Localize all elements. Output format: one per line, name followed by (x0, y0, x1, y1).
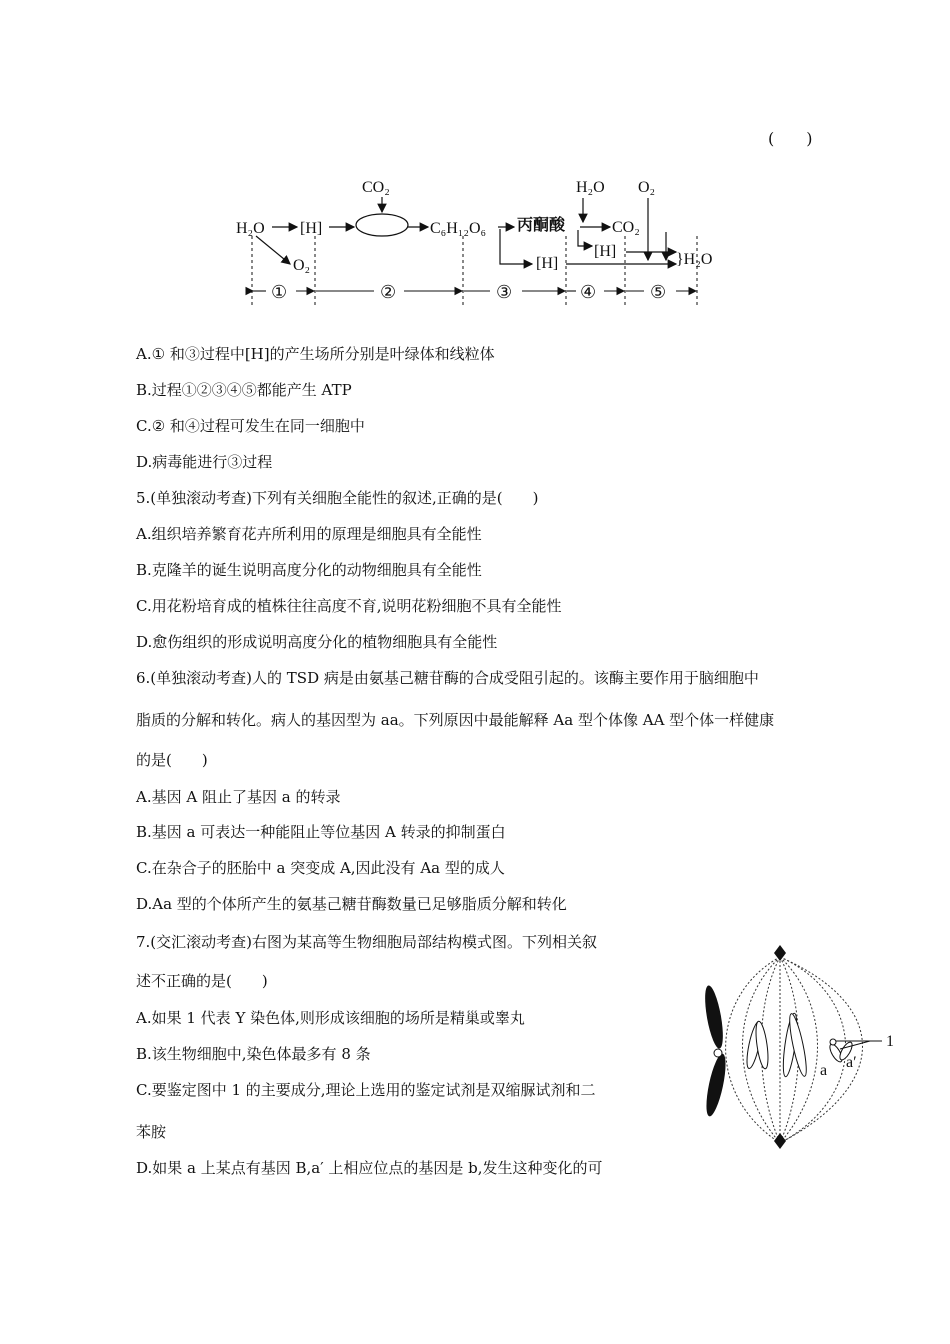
q5-option-b: B.克隆羊的诞生说明高度分化的动物细胞具有全能性 (136, 561, 482, 579)
q7-stem-1: 7.(交汇滚动考查)右图为某高等生物细胞局部结构模式图。下列相关叙 (136, 933, 598, 951)
step-4: ④ (580, 282, 597, 302)
h-label: [H] (300, 220, 323, 237)
metabolism-diagram (0, 0, 950, 330)
h2-label: [H] (594, 243, 617, 260)
q7-option-d: D.如果 a 上某点有基因 B,a′ 上相应位点的基因是 b,发生这种变化的可 (136, 1159, 603, 1177)
q6-option-c: C.在杂合子的胚胎中 a 突变成 A,因此没有 Aa 型的成人 (136, 859, 505, 877)
o2-label: O₂ (293, 257, 311, 274)
answer-paren: ( ) (768, 129, 813, 148)
q7-stem-2: 述不正确的是( ) (136, 972, 268, 990)
step-1: ① (271, 282, 288, 302)
q5-option-c: C.用花粉培育成的植株往往高度不育,说明花粉细胞不具有全能性 (136, 597, 562, 615)
cell-division-figure (690, 945, 910, 1165)
q7-option-c: C.要鉴定图中 1 的主要成分,理论上选用的鉴定试剂是双缩脲试剂和二 (136, 1081, 596, 1099)
h2o-label: H₂O (236, 220, 265, 237)
figure-label-1: 1 (886, 1033, 894, 1050)
q6-option-d: D.Aa 型的个体所产生的氨基己糖苷酶数量已足够脂质分解和转化 (136, 895, 567, 913)
q6-stem-1: 6.(单独滚动考查)人的 TSD 病是由氨基己糖苷酶的合成受阻引起的。该酶主要作用于脑细胞中 (136, 669, 759, 687)
step-3: ③ (496, 282, 513, 302)
co2-out-label: CO₂ (612, 219, 640, 236)
q6-option-a: A.基因 A 阻止了基因 a 的转录 (136, 788, 341, 806)
step-2: ② (380, 282, 397, 302)
pyruvate-label: 丙酮酸 (517, 217, 566, 234)
q5-option-d: D.愈伤组织的形成说明高度分化的植物细胞具有全能性 (136, 633, 498, 651)
h2o-in-label: H₂O (576, 179, 605, 196)
h3-label: [H] (536, 255, 559, 272)
q7-option-b: B.该生物细胞中,染色体最多有 8 条 (136, 1045, 371, 1063)
q6-stem-3: 的是( ) (136, 751, 208, 769)
glucose-label: C₆H₁₂O₆ (430, 220, 487, 237)
q6-stem-2: 脂质的分解和转化。病人的基因型为 aa。下列原因中最能解释 Aa 型个体像 AA 型个体一样健康 (136, 711, 775, 729)
q4-option-b: B.过程①②③④⑤都能产生 ATP (136, 381, 352, 399)
figure-label-a-prime: a′ (846, 1054, 857, 1071)
q4-option-d: D.病毒能进行③过程 (136, 453, 273, 471)
figure-label-a: a (820, 1062, 828, 1079)
q6-option-b: B.基因 a 可表达一种能阻止等位基因 A 转录的抑制蛋白 (136, 823, 506, 841)
h2o-out-label: }H₂O (676, 251, 713, 268)
q4-option-a: A.① 和③过程中[H]的产生场所分别是叶绿体和线粒体 (136, 345, 495, 363)
co2-label: CO₂ (362, 179, 390, 196)
q5-stem: 5.(单独滚动考查)下列有关细胞全能性的叙述,正确的是( ) (136, 489, 539, 507)
q7-option-a: A.如果 1 代表 Y 染色体,则形成该细胞的场所是精巢或睾丸 (136, 1009, 525, 1027)
q7-option-c-cont: 苯胺 (136, 1123, 167, 1141)
o2-in-label: O₂ (638, 179, 656, 196)
q4-option-c: C.② 和④过程可发生在同一细胞中 (136, 417, 365, 435)
step-5: ⑤ (650, 282, 667, 302)
q5-option-a: A.组织培养繁育花卉所利用的原理是细胞具有全能性 (136, 525, 482, 543)
